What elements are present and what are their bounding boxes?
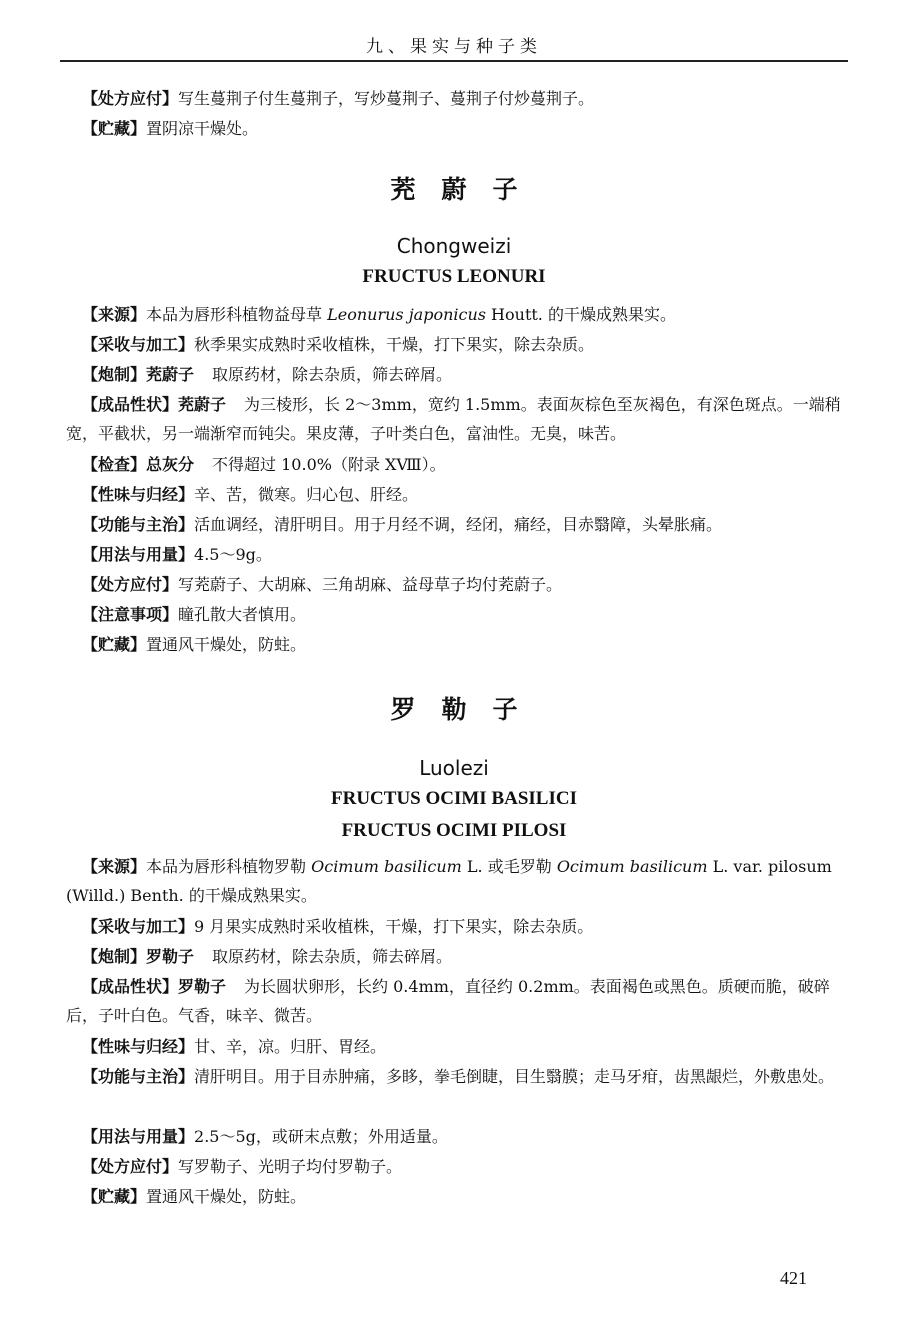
entry1-nature [66, 480, 846, 509]
section-text: 置通风干燥处，防蛀。 [146, 635, 307, 654]
section-text: 甘、辛，凉。归肝、胃经。 [194, 1037, 387, 1056]
entry2-prescription [66, 1152, 846, 1181]
section-label: 【贮藏】 [82, 1187, 147, 1206]
section-label: 【成品性状】 [82, 977, 179, 996]
entry1-characters [66, 390, 846, 448]
page-number: 421 [780, 1268, 807, 1288]
section-text: 4.5～9g。 [194, 545, 272, 564]
entry2-processing [66, 942, 846, 971]
section-label: 【采收与加工】 [82, 917, 195, 936]
entry-pinyin: Luolezi [419, 756, 489, 780]
section-text: Houtt. 的干燥成熟果实。 [485, 305, 676, 324]
entry1-inspection [66, 450, 846, 479]
section-text: 本品为唇形科植物罗勒 [146, 857, 312, 876]
section-label: 【采收与加工】 [82, 335, 195, 354]
section-text: 置阴凉干燥处。 [146, 119, 259, 138]
entry-latin-name: FRUCTUS OCIMI PILOSI [341, 820, 567, 841]
section-label: 【处方应付】 [82, 575, 179, 594]
header-rule [60, 60, 848, 62]
entry2-source [66, 852, 846, 910]
section-label: 【注意事项】 [82, 605, 179, 624]
section-text: 取原药材，除去杂质，筛去碎屑。 [212, 365, 453, 384]
section-label: 【功能与主治】 [82, 1067, 195, 1086]
section-text: 瞳孔散大者慎用。 [178, 605, 307, 624]
entry1-usage [66, 540, 846, 569]
section-text: 置通风干燥处，防蛀。 [146, 1187, 307, 1206]
entry2-nature [66, 1032, 846, 1061]
entry2-storage [66, 1182, 846, 1211]
section-text: 写罗勒子、光明子均付罗勒子。 [178, 1157, 403, 1176]
section-label: 【贮藏】 [82, 635, 147, 654]
section-label: 【功能与主治】 [82, 515, 195, 534]
section-label: 【来源】 [82, 305, 147, 324]
section-text: L. 或毛罗勒 [461, 857, 557, 876]
section-text: 取原药材，除去杂质，筛去碎屑。 [212, 947, 453, 966]
entry2-harvest [66, 912, 846, 941]
section-label: 【用法与用量】 [82, 545, 195, 564]
subheading: 茺蔚子 [178, 395, 227, 414]
section-text: 写茺蔚子、大胡麻、三角胡麻、益母草子均付茺蔚子。 [178, 575, 563, 594]
entry2-function [66, 1062, 846, 1091]
section-text: 本品为唇形科植物益母草 [146, 305, 328, 324]
section-label: 【来源】 [82, 857, 147, 876]
subheading: 总灰分 [146, 455, 195, 474]
section-label: 【成品性状】 [82, 395, 179, 414]
entry-title-chongweizi: 茺蔚子 [390, 175, 544, 204]
entry-pinyin: Chongweizi [396, 234, 512, 258]
latin-species: Leonurus japonicus [327, 305, 486, 324]
entry1-processing [66, 360, 846, 389]
intro-storage [66, 114, 846, 143]
entry1-harvest [66, 330, 846, 359]
section-label: 【处方应付】 [82, 1157, 179, 1176]
section-label: 【炮制】 [82, 365, 147, 384]
section-label: 【性味与归经】 [82, 485, 195, 504]
section-text: 活血调经，清肝明目。用于月经不调，经闭，痛经，目赤翳障，头晕胀痛。 [194, 515, 723, 534]
entry-latin-name: FRUCTUS OCIMI BASILICI [331, 788, 577, 809]
section-label: 【炮制】 [82, 947, 147, 966]
section-label: 【处方应付】 [82, 89, 179, 108]
entry1-function [66, 510, 846, 539]
entry1-precautions [66, 600, 846, 629]
section-text: 2.5～5g，或研末点敷；外用适量。 [194, 1127, 448, 1146]
entry1-storage [66, 630, 846, 659]
section-text: 秋季果实成熟时采收植株，干燥，打下果实，除去杂质。 [194, 335, 595, 354]
subheading: 罗勒子 [146, 947, 195, 966]
running-header: 九、果实与种子类 [366, 37, 542, 57]
section-label: 【用法与用量】 [82, 1127, 195, 1146]
section-label: 【检查】 [82, 455, 147, 474]
intro-prescription [66, 84, 846, 113]
section-label: 【性味与归经】 [82, 1037, 195, 1056]
section-text: 不得超过 10.0%（附录 XⅧ）。 [212, 455, 446, 474]
entry2-characters [66, 972, 846, 1030]
section-text: 清肝明目。用于目赤肿痛，多眵，拳毛倒睫，目生翳膜；走马牙疳，齿黑龈烂，外敷患处。 [194, 1067, 835, 1086]
section-text: L. var. pilosum (Willd.) Benth. 的干燥成熟果实。 [66, 857, 832, 905]
section-text: 9 月果实成熟时采收植株，干燥，打下果实，除去杂质。 [194, 917, 594, 936]
entry2-usage [66, 1122, 846, 1151]
section-text: 写生蔓荆子付生蔓荆子，写炒蔓荆子、蔓荆子付炒蔓荆子。 [178, 89, 595, 108]
entry-latin-name: FRUCTUS LEONURI [362, 266, 546, 287]
latin-species: Ocimum basilicum [556, 857, 708, 876]
entry1-prescription [66, 570, 846, 599]
section-text: 辛、苦，微寒。归心包、肝经。 [194, 485, 419, 504]
section-label: 【贮藏】 [82, 119, 147, 138]
section-text: 为三棱形，长 2～3mm，宽约 1.5mm。表面灰棕色至灰褐色，有深色斑点。一端稍宽，平截状，另一端渐窄而钝尖。果皮薄，子叶类白色，富油性。无臭，味苦。 [66, 395, 841, 443]
entry1-source [66, 300, 846, 329]
subheading: 罗勒子 [178, 977, 227, 996]
latin-species: Ocimum basilicum [311, 857, 462, 876]
entry-title-luolezi: 罗勒子 [390, 695, 544, 724]
section-text: 为长圆状卵形，长约 0.4mm，直径约 0.2mm。表面褐色或黑色。质硬而脆，破碎后，子叶白色。气香，味辛、微苦。 [66, 977, 830, 1025]
subheading: 茺蔚子 [146, 365, 195, 384]
